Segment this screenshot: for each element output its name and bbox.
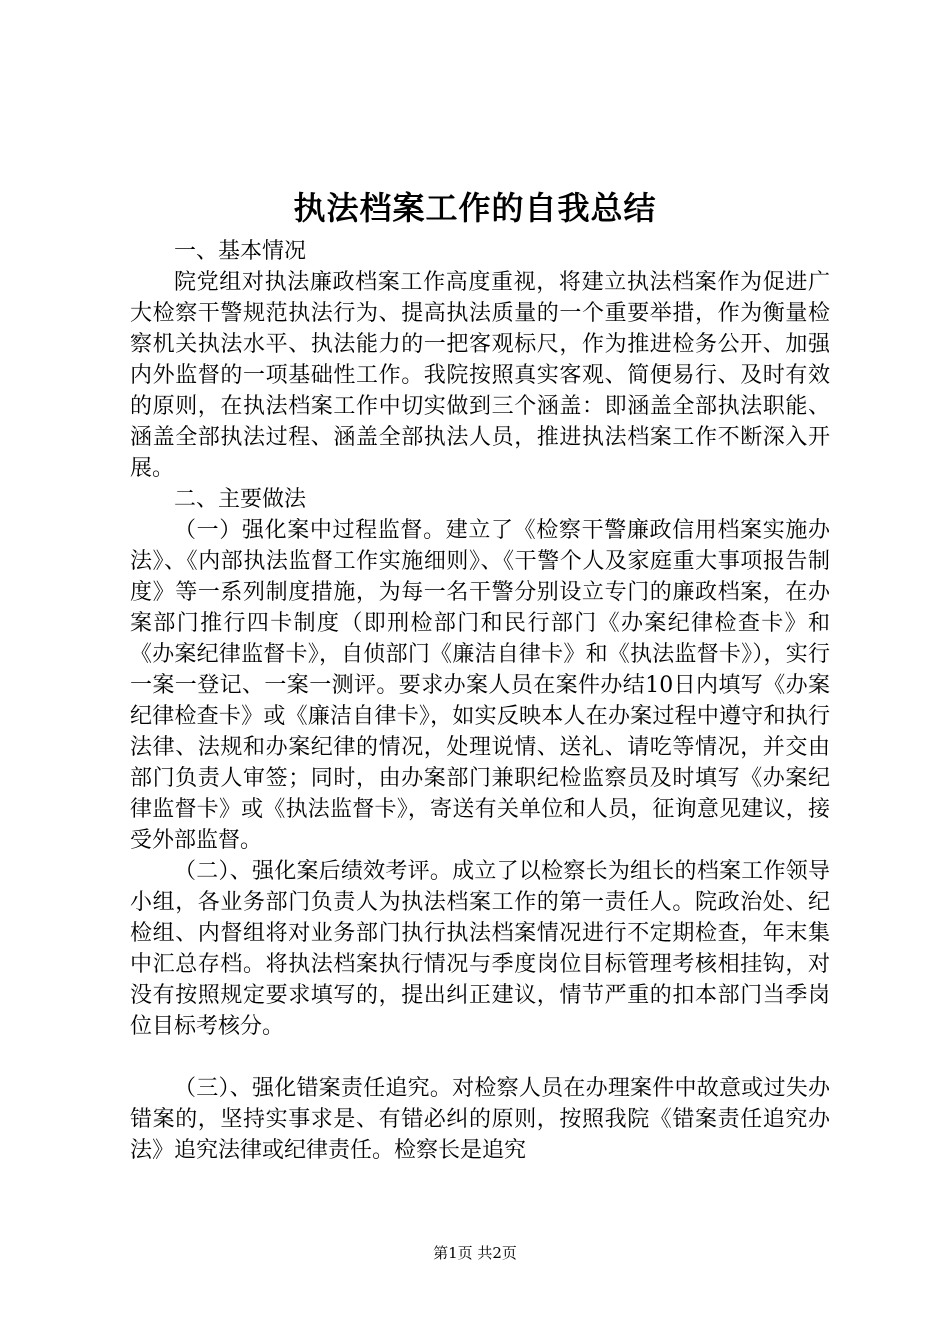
paragraph-accountability: （三）、强化错案责任追究。对检察人员在办理案件中故意或过失办错案的，坚持实事求是、有错必纠的原则，按照我院《错案责任追究办法》追究法律或纪律责任。检察长是追究 — [130, 1076, 830, 1163]
paragraph-basic-situation: 院党组对执法廉政档案工作高度重视，将建立执法档案作为促进广大检察干警规范执法行为、提高执法质量的一个重要举措，作为衡量检察机关执法水平、执法能力的一把客观标尺，作为推进检务公开、加强内外监督的一项基础性工作。我院按照真实客观、简便易行、及时有效的原则，在执法档案工作中切实做到三个涵盖：即涵盖全部执法职能、涵盖全部执法过程、涵盖全部执法人员，推进执法档案工作不断深入开展。 — [130, 270, 830, 481]
paragraph-process-supervision: （一）强化案中过程监督。建立了《检察干警廉政信用档案实施办法》、《内部执法监督工作实施细则》、《干警个人及家庭重大事项报告制度》等一系列制度措施，为每一名干警分别设立专门的廉政档案，在办案部门推行四卡制度（即刑检部门和民行部门《办案纪律检查卡》和《办案纪律监督卡》，自侦部门《廉洁自律卡》和《执法监督卡》），实行一案一登记、一案一测评。要求办案人员在案件办结10日内填写《办案纪律检查卡》或《廉洁自律卡》，如实反映本人在办案过程中遵守和执行法律、法规和办案纪律的情况，处理说情、送礼、请吃等情况，并交由部门负责人审签；同时，由办案部门兼职纪检监察员及时填写《办案纪律监督卡》或《执法监督卡》，寄送有关单位和人员，征询意见建议，接受外部监督。 — [130, 518, 830, 853]
document-body — [130, 236, 830, 1166]
document-title: 执法档案工作的自我总结 — [293, 189, 657, 227]
paragraph-performance-evaluation: （二）、强化案后绩效考评。成立了以检察长为组长的档案工作领导小组，各业务部门负责人为执法档案工作的第一责任人。院政治处、纪检组、内督组将对业务部门执行执法档案情况进行不定期检查，年末集中汇总存档。将执法档案执行情况与季度岗位目标管理考核相挂钩，对没有按照规定要求填写的，提出纠正建议，情节严重的扣本部门当季岗位目标考核分。 — [130, 859, 830, 1039]
section-heading-basic-situation: 一、基本情况 — [174, 239, 307, 264]
section-heading-main-practices: 二、主要做法 — [174, 487, 307, 512]
page-footer: 第1页 共2页 — [433, 1244, 517, 1262]
